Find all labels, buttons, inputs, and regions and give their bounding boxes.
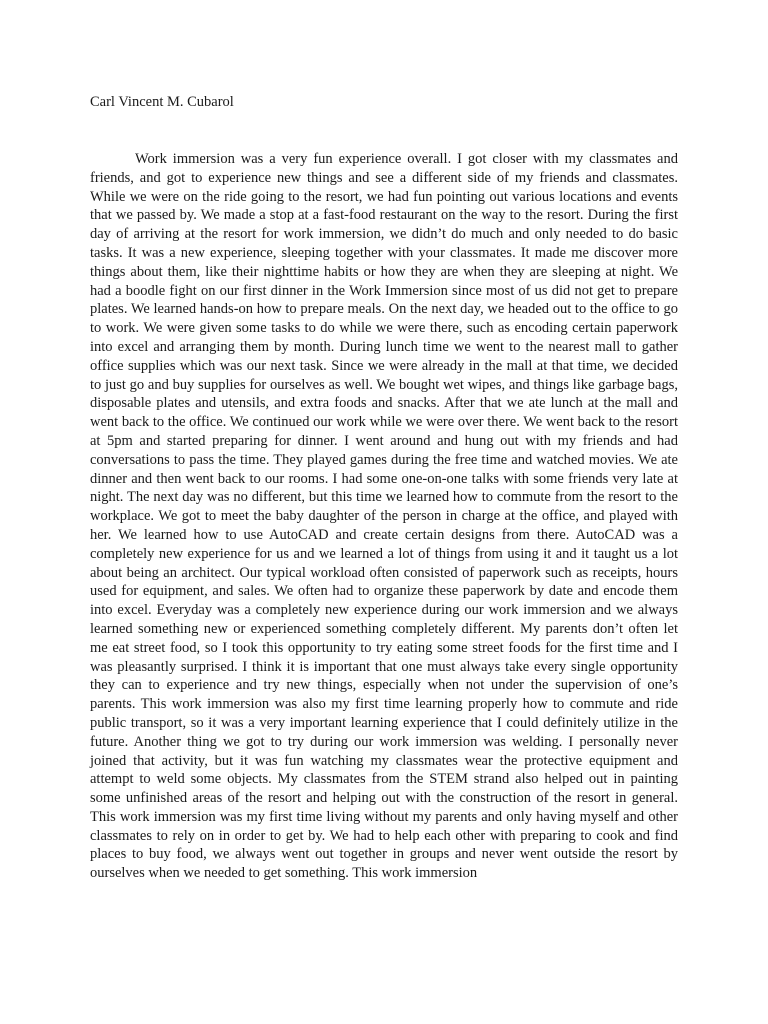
- essay-paragraph: Work immersion was a very fun experience overall. I got closer with my classmates and friends, and got to experience new things and see a different side of my friends and classmates. While we were on the ride going to the resort, we had fun pointing out various locations and events that we passed by. We made a stop at a fast-food restaurant on the way to the resort. During the first day of arriving at the resort for work immersion, we didn’t do much and only needed to do basic tasks. It was a new experience, sleeping together with your classmates. It made me discover more things about them, like their nighttime habits or how they are when they are sleeping at night. We had a boodle fight on our first dinner in the Work Immersion since most of us did not get to prepare plates. We learned hands-on how to prepare meals. On the next day, we headed out to the office to go to work. We were given some tasks to do while we were there, such as encoding certain paperwork into excel and arranging them by month. During lunch time we went to the nearest mall to gather office supplies which was our next task. Since we were already in the mall at that time, we decided to just go and buy supplies for ourselves as well. We bought wet wipes, and things like garbage bags, disposable plates and utensils, and extra foods and snacks. After that we ate lunch at the mall and went back to the office. We continued our work while we were over there. We went back to the resort at 5pm and started preparing for dinner. I went around and hung out with my friends and had conversations to pass the time. They played games during the free time and watched movies. We ate dinner and then went back to our rooms. I had some one-on-one talks with some friends very late at night. The next day was no different, but this time we learned how to commute from the resort to the workplace. We got to meet the baby daughter of the person in charge at the office, and played with her. We learned how to use AutoCAD and create certain designs from there. AutoCAD was a completely new experience for us and we learned a lot of things from using it and it taught us a lot about being an architect. Our typical workload often consisted of paperwork such as receipts, hours used for equipment, and sales. We often had to organize these paperwork by date and encode them into excel. Everyday was a completely new experience during our work immersion and we always learned something new or experienced something completely different. My parents don’t often let me eat street food, so I took this opportunity to try eating some street foods for the first time and I was pleasantly surprised. I think it is important that one must always take every single opportunity they can to experience and try new things, especially when not under the supervision of one’s parents. This work immersion was also my first time learning properly how to commute and ride public transport, so it was a very important learning experience that I could definitely utilize in the future. Another thing we got to try during our work immersion was welding. I personally never joined that activity, but it was fun watching my classmates wear the protective equipment and attempt to weld some objects. My classmates from the STEM strand also helped out in painting some unfinished areas of the resort and helping out with the construction of the resort in general. This work immersion was my first time living without my parents and only having myself and other classmates to rely on in order to get by. We had to help each other with preparing to cook and find places to buy food, we always went out together in groups and never went outside the resort by ourselves when we needed to get something. This work immersion: [90, 151, 678, 882]
- author-name: Carl Vincent M. Cubarol: [90, 94, 234, 110]
